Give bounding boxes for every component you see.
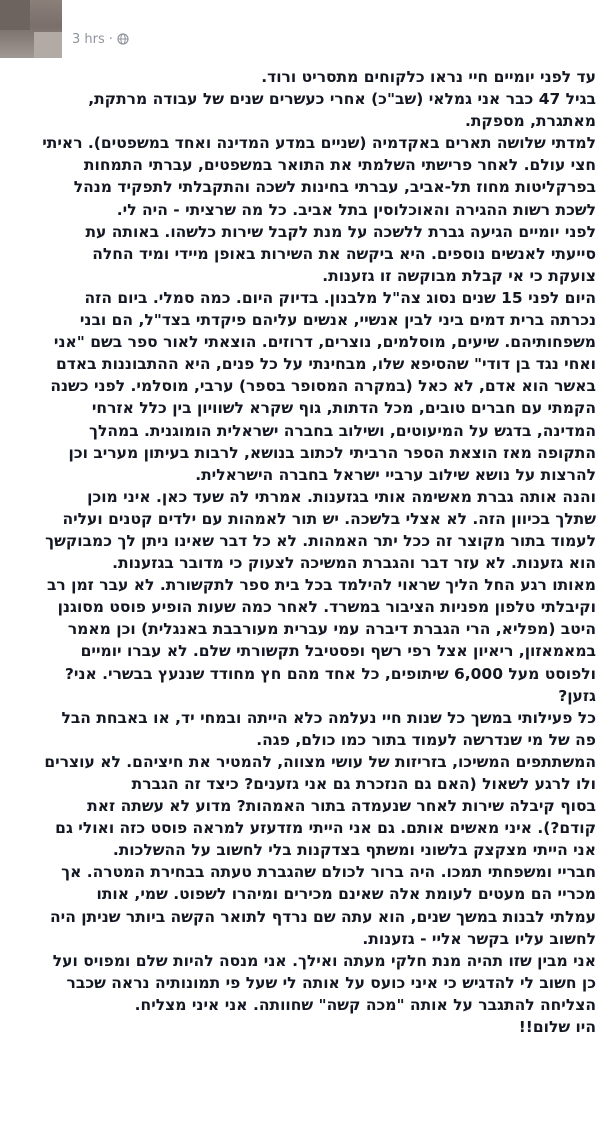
post-line: במאמאזון, ריאיון אצל רפי רשף ופסטיבל תקשורתי שלם. לא עברו יומיים	[80, 642, 596, 661]
post-line: למדתי שלושה תארים באקדמיה (שניים במדע המדינה ואחד במשפטים). ראיתי	[42, 134, 596, 153]
post-line: שתלך בכיוון הזה. לא אצלי בלשכה. יש תור לאמהות עם ילדים קטנים ועליה	[62, 509, 596, 528]
post-line: ואחי נגד בן דודי" שהסיפא שלו, מבחינתי על כל פנים, היא ההתבוננות באדם	[55, 355, 596, 374]
meta-separator: ·	[108, 31, 113, 47]
post-line: הצליחה להתגבר על אותה "מכה קשה" שחוותה. אני איני מצליח.	[134, 995, 596, 1014]
post-line: לשכת רשות ההגירה והאוכלוסין בתל אביב. כל מה שרציתי - היה לי.	[116, 200, 596, 219]
post-line: בפרקליטות מחוז תל-אביב, עברתי בחינות לשכה והתקבלתי לתפקיד מנהל	[73, 178, 596, 197]
post-body	[18, 66, 596, 1038]
post-line: חצי עולם. לאחר פרישתי השלמתי את התואר במשפטים, עברתי התמחות	[83, 156, 596, 175]
post-line: וקיבלתי טלפון מפניות הציבור במשרד. לאחר כמה שעות הופיע פוסט מסוגנן	[57, 598, 596, 617]
globe-icon[interactable]	[117, 33, 129, 45]
post-line: הקמתי עם חברים טובים, מכל הדתות, גוף שקרא לשוויון בין כלל אזרחי	[91, 399, 596, 418]
post-line: בגיל 47 כבר אני גמלאי (שב"כ) אחרי כעשרים שנים של עבודה מרתקת,	[88, 90, 596, 109]
post-line: סייעתי לאנשים נוספים. היא ביקשה את השירות באופן מיידי ומיד החלה	[92, 244, 596, 263]
post-line: משפחותיהם. שיעים, מוסלמים, נוצרים, דרוזים. הוצאתי לאור ספר בשם "אני	[53, 333, 596, 352]
post-line: נכרתה ברית דמים ביני לבין אנשיי, אנשים עליהם פיקדתי בצד"ל, הם ובני	[79, 311, 596, 330]
post-header	[0, 0, 610, 64]
post-timestamp[interactable]: 3 hrs	[72, 31, 105, 47]
post-line: והנה אותה גברת מאשימה אותי בגזענות. אמרתי לה שעד כאן. איני מוכן	[87, 487, 596, 506]
post-line: גזען?	[558, 686, 596, 705]
post-line: בסוף קיבלה שירות לאחר שנעמדה בתור האמהות? מדוע לא עשתה זאת	[87, 797, 596, 816]
post-line: פה של מי שנדרשה לעמוד בתור כמו כולם, פגה.	[256, 730, 596, 749]
post-line: חבריי ומשפחתי תמכו. היה ברור לכולם שהגברת טעתה בבחירת המטרה. אך	[61, 863, 596, 882]
post-line: עד לפני יומיים חיי נראו כלקוחים מתסריט ורוד.	[261, 68, 596, 86]
post-line: באשר הוא אדם, לא כאל (במקרה המסופר בספר) ערבי, מוסלמי. לפני כשנה	[50, 377, 596, 396]
post-line: מאתגרת, מספקת.	[464, 112, 596, 131]
post-line: הוא גזענות. לא עזר דבר והגברת המשיכה לצעוק כי מדובר בגזענות.	[112, 554, 596, 573]
post-line: ולו לרגע לשאול (האם גם הנזכרת גם אני גזענים? כיצד זה הגברת	[131, 775, 596, 793]
post-line: ולפוסט מעל 6,000 שיתופים, כל אחד מהם חץ מחודד שננעץ בבשרי. אני?	[64, 664, 596, 683]
post-line: לעמוד בתור מקוצר זה ככל יתר האמהות. לא כל דבר שאינו ניתן לך כמבוקשך	[45, 531, 596, 550]
post-line: צועקת כי אי קבלת מבוקשה זו גזענות.	[322, 266, 596, 285]
post-line: אני מבין שזו תהיה מנת חלקי מעתה ואילך. אני מנסה להיות שלם ומפויס ועל	[52, 951, 596, 970]
post-line: עמלתי לבנות במשך שנים, הוא עתה שם נרדף לתואר הקשה ביותר שניתן היה	[49, 907, 596, 926]
post-line: לחשוב עליו בקשר אליי - גזענות.	[362, 929, 596, 948]
post-line: לפני יומיים הגיעה גברת ללשכה על מנת לקבל שירות כלשהו. באותה עת	[85, 222, 596, 241]
post-line: קודם?). איני מאשים אותם. גם אני הייתי מזדעזע למראה פוסט כזה ואולי גם	[55, 819, 596, 838]
post-line: המשתתפים המשיכו, בזריזות של עושי מצווה, להמטיר את חיציהם. לא עוצרים	[44, 752, 596, 771]
post-line: היום לפני 15 שנים נסוג צה"ל מלבנון. בדיוק היום. כמה סמלי. ביום הזה	[84, 288, 596, 307]
post-line: להרצות על נושא שילוב ערביי ישראל בחברה הישראלית.	[195, 465, 596, 484]
post-line: היטב (מפליא, הרי הגברת דיברה עמי עברית מעורבבת באנגלית) וכן מאמר	[67, 620, 596, 639]
post-line: מאותו רגע החל הליך שראוי להילמד בכל בית ספר לתקשורת. לא עבר זמן רב	[46, 576, 596, 595]
post-line: מכריי הם מעטים לעומת אלה שאינם מכירים ומיהרו לשפוט. שמי, אותו	[96, 885, 596, 904]
post-line: היו שלום!!	[518, 1018, 596, 1037]
post-line: התקופה מאז הוצאת הספר הרביתי לכתוב בנושא, לרבות בעיתון מעריב וכן	[68, 443, 596, 462]
post-meta	[72, 30, 129, 48]
avatar[interactable]	[0, 0, 62, 58]
post-line: כל פעילותי במשך כל שנות חיי נעלמה כלא הייתה ובמחי יד, או באבחת הבל	[61, 708, 596, 727]
post-line: אני הייתי מצקצק בלשוני ומשתף בצדקנות בלי לחשוב על ההשלכות.	[112, 841, 596, 860]
post-line: המדינה, בדגש על המיעוטים, ושילוב בחברה ישראלית הומוגנית. במהלך	[89, 421, 596, 440]
post-line: כן חשוב לי להדגיש כי איני כועס על אותה לי שעל פי תמונותיה נראה שכבר	[66, 973, 596, 992]
